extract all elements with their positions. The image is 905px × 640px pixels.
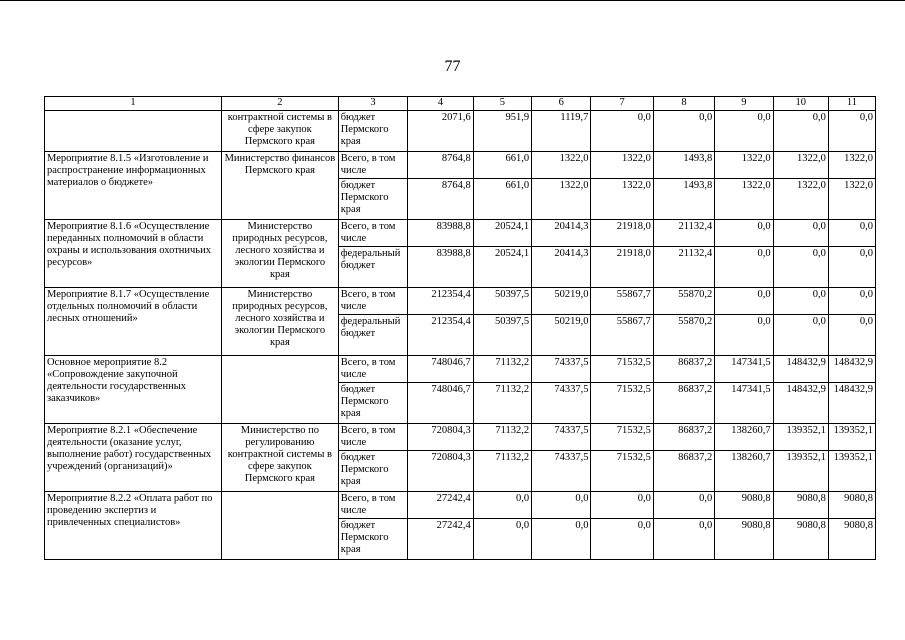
amount-cell: 139352,1 bbox=[828, 424, 875, 451]
amount-cell: 0,0 bbox=[828, 247, 875, 288]
amount-cell: 27242,4 bbox=[408, 519, 473, 560]
activity-name-cell: Мероприятие 8.1.6 «Осуществление переданных полномочий в области охраны и использования охотничьих ресурсов» bbox=[45, 220, 222, 288]
activity-name-cell: Мероприятие 8.1.7 «Осуществление отдельных полномочий в области лесных отношений» bbox=[45, 288, 222, 356]
column-header-10: 10 bbox=[773, 97, 828, 111]
amount-cell: 661,0 bbox=[473, 179, 531, 220]
table-row bbox=[45, 492, 876, 519]
amount-cell: 0,0 bbox=[653, 111, 714, 152]
table-row bbox=[45, 424, 876, 451]
amount-cell: 71132,2 bbox=[473, 383, 531, 424]
amount-cell: 2071,6 bbox=[408, 111, 473, 152]
amount-cell: 0,0 bbox=[828, 315, 875, 356]
amount-cell: 21132,4 bbox=[653, 220, 714, 247]
table-row bbox=[45, 220, 876, 247]
amount-cell: 1493,8 bbox=[653, 179, 714, 220]
executor-cell: Министерство финансов Пермского края bbox=[222, 152, 339, 220]
amount-cell: 720804,3 bbox=[408, 424, 473, 451]
funding-source-cell: бюджет Пермского края bbox=[338, 383, 408, 424]
executor-cell: контрактной системы в сфере закупок Пермского края bbox=[222, 111, 339, 152]
activity-name-cell: Основное мероприятие 8.2 «Сопровождение закупочной деятельности государственных заказчиков» bbox=[45, 356, 222, 424]
amount-cell: 20524,1 bbox=[473, 220, 531, 247]
amount-cell: 55867,7 bbox=[591, 288, 653, 315]
amount-cell: 86837,2 bbox=[653, 451, 714, 492]
amount-cell: 9080,8 bbox=[828, 519, 875, 560]
amount-cell: 50219,0 bbox=[532, 288, 591, 315]
funding-source-cell: бюджет Пермского края bbox=[338, 179, 408, 220]
executor-cell: Министерство по регулированию контрактной системы в сфере закупок Пермского края bbox=[222, 424, 339, 492]
funding-source-cell: бюджет Пермского края bbox=[338, 519, 408, 560]
amount-cell: 0,0 bbox=[715, 315, 773, 356]
amount-cell: 1493,8 bbox=[653, 152, 714, 179]
funding-source-cell: Всего, в том числе bbox=[338, 220, 408, 247]
column-header-4: 4 bbox=[408, 97, 473, 111]
amount-cell: 147341,5 bbox=[715, 383, 773, 424]
amount-cell: 21918,0 bbox=[591, 220, 653, 247]
amount-cell: 27242,4 bbox=[408, 492, 473, 519]
amount-cell: 50397,5 bbox=[473, 288, 531, 315]
amount-cell: 8764,8 bbox=[408, 152, 473, 179]
amount-cell: 139352,1 bbox=[773, 451, 828, 492]
table-body bbox=[45, 111, 876, 560]
executor-cell: Министерство природных ресурсов, лесного хозяйства и экологии Пермского края bbox=[222, 288, 339, 356]
column-header-5: 5 bbox=[473, 97, 531, 111]
amount-cell: 0,0 bbox=[715, 111, 773, 152]
funding-source-cell: бюджет Пермского края bbox=[338, 111, 408, 152]
table-row bbox=[45, 356, 876, 383]
amount-cell: 50397,5 bbox=[473, 315, 531, 356]
amount-cell: 86837,2 bbox=[653, 383, 714, 424]
amount-cell: 74337,5 bbox=[532, 451, 591, 492]
amount-cell: 148432,9 bbox=[828, 356, 875, 383]
amount-cell: 55867,7 bbox=[591, 315, 653, 356]
funding-source-cell: Всего, в том числе bbox=[338, 152, 408, 179]
amount-cell: 71532,5 bbox=[591, 424, 653, 451]
amount-cell: 71532,5 bbox=[591, 356, 653, 383]
page-number: 77 bbox=[444, 58, 461, 75]
column-header-9: 9 bbox=[715, 97, 773, 111]
column-header-3: 3 bbox=[338, 97, 408, 111]
amount-cell: 1322,0 bbox=[532, 179, 591, 220]
budget-table bbox=[44, 96, 876, 560]
amount-cell: 71132,2 bbox=[473, 356, 531, 383]
amount-cell: 9080,8 bbox=[715, 519, 773, 560]
amount-cell: 9080,8 bbox=[773, 492, 828, 519]
amount-cell: 0,0 bbox=[828, 111, 875, 152]
activity-name-cell bbox=[45, 111, 222, 152]
amount-cell: 1322,0 bbox=[715, 152, 773, 179]
amount-cell: 748046,7 bbox=[408, 383, 473, 424]
amount-cell: 8764,8 bbox=[408, 179, 473, 220]
amount-cell: 0,0 bbox=[591, 111, 653, 152]
amount-cell: 50219,0 bbox=[532, 315, 591, 356]
amount-cell: 20414,3 bbox=[532, 247, 591, 288]
amount-cell: 86837,2 bbox=[653, 424, 714, 451]
amount-cell: 0,0 bbox=[715, 220, 773, 247]
funding-source-cell: Всего, в том числе bbox=[338, 356, 408, 383]
amount-cell: 138260,7 bbox=[715, 451, 773, 492]
amount-cell: 0,0 bbox=[532, 492, 591, 519]
amount-cell: 147341,5 bbox=[715, 356, 773, 383]
amount-cell: 74337,5 bbox=[532, 424, 591, 451]
amount-cell: 1322,0 bbox=[773, 152, 828, 179]
amount-cell: 21132,4 bbox=[653, 247, 714, 288]
amount-cell: 0,0 bbox=[715, 247, 773, 288]
column-header-11: 11 bbox=[828, 97, 875, 111]
executor-cell bbox=[222, 356, 339, 424]
amount-cell: 1322,0 bbox=[532, 152, 591, 179]
amount-cell: 71132,2 bbox=[473, 451, 531, 492]
amount-cell: 20414,3 bbox=[532, 220, 591, 247]
amount-cell: 0,0 bbox=[653, 519, 714, 560]
executor-cell bbox=[222, 492, 339, 560]
amount-cell: 74337,5 bbox=[532, 356, 591, 383]
funding-source-cell: бюджет Пермского края bbox=[338, 451, 408, 492]
amount-cell: 139352,1 bbox=[773, 424, 828, 451]
activity-name-cell: Мероприятие 8.2.1 «Обеспечение деятельности (оказание услуг, выполнение работ) государственных учреждений (организаций)» bbox=[45, 424, 222, 492]
amount-cell: 9080,8 bbox=[715, 492, 773, 519]
top-border-line bbox=[0, 0, 905, 1]
funding-source-cell: федеральный бюджет bbox=[338, 247, 408, 288]
amount-cell: 86837,2 bbox=[653, 356, 714, 383]
column-header-2: 2 bbox=[222, 97, 339, 111]
amount-cell: 0,0 bbox=[715, 288, 773, 315]
funding-source-cell: Всего, в том числе bbox=[338, 492, 408, 519]
amount-cell: 0,0 bbox=[653, 492, 714, 519]
column-header-6: 6 bbox=[532, 97, 591, 111]
amount-cell: 20524,1 bbox=[473, 247, 531, 288]
amount-cell: 748046,7 bbox=[408, 356, 473, 383]
executor-cell: Министерство природных ресурсов, лесного хозяйства и экологии Пермского края bbox=[222, 220, 339, 288]
funding-source-cell: Всего, в том числе bbox=[338, 288, 408, 315]
amount-cell: 0,0 bbox=[773, 247, 828, 288]
amount-cell: 0,0 bbox=[773, 220, 828, 247]
amount-cell: 148432,9 bbox=[773, 356, 828, 383]
amount-cell: 0,0 bbox=[591, 492, 653, 519]
activity-name-cell: Мероприятие 8.2.2 «Оплата работ по проведению экспертиз и привлеченных специалистов» bbox=[45, 492, 222, 560]
amount-cell: 1322,0 bbox=[828, 179, 875, 220]
amount-cell: 1322,0 bbox=[591, 179, 653, 220]
amount-cell: 83988,8 bbox=[408, 220, 473, 247]
amount-cell: 0,0 bbox=[773, 288, 828, 315]
column-header-7: 7 bbox=[591, 97, 653, 111]
amount-cell: 83988,8 bbox=[408, 247, 473, 288]
column-header-8: 8 bbox=[653, 97, 714, 111]
amount-cell: 0,0 bbox=[773, 315, 828, 356]
amount-cell: 0,0 bbox=[532, 519, 591, 560]
funding-source-cell: федеральный бюджет bbox=[338, 315, 408, 356]
amount-cell: 0,0 bbox=[773, 111, 828, 152]
column-header-1: 1 bbox=[45, 97, 222, 111]
amount-cell: 0,0 bbox=[591, 519, 653, 560]
table-row bbox=[45, 288, 876, 315]
amount-cell: 212354,4 bbox=[408, 288, 473, 315]
amount-cell: 74337,5 bbox=[532, 383, 591, 424]
amount-cell: 55870,2 bbox=[653, 315, 714, 356]
amount-cell: 1322,0 bbox=[715, 179, 773, 220]
amount-cell: 1322,0 bbox=[828, 152, 875, 179]
amount-cell: 71532,5 bbox=[591, 383, 653, 424]
amount-cell: 9080,8 bbox=[828, 492, 875, 519]
amount-cell: 21918,0 bbox=[591, 247, 653, 288]
table-row bbox=[45, 152, 876, 179]
amount-cell: 71532,5 bbox=[591, 451, 653, 492]
table-row bbox=[45, 111, 876, 152]
amount-cell: 720804,3 bbox=[408, 451, 473, 492]
amount-cell: 0,0 bbox=[828, 220, 875, 247]
amount-cell: 0,0 bbox=[473, 519, 531, 560]
amount-cell: 1322,0 bbox=[591, 152, 653, 179]
amount-cell: 661,0 bbox=[473, 152, 531, 179]
header-row bbox=[45, 97, 876, 111]
amount-cell: 0,0 bbox=[473, 492, 531, 519]
amount-cell: 71132,2 bbox=[473, 424, 531, 451]
amount-cell: 139352,1 bbox=[828, 451, 875, 492]
amount-cell: 951,9 bbox=[473, 111, 531, 152]
amount-cell: 1119,7 bbox=[532, 111, 591, 152]
amount-cell: 1322,0 bbox=[773, 179, 828, 220]
amount-cell: 212354,4 bbox=[408, 315, 473, 356]
amount-cell: 138260,7 bbox=[715, 424, 773, 451]
activity-name-cell: Мероприятие 8.1.5 «Изготовление и распространение информационных материалов о бюджете» bbox=[45, 152, 222, 220]
amount-cell: 55870,2 bbox=[653, 288, 714, 315]
amount-cell: 148432,9 bbox=[828, 383, 875, 424]
funding-source-cell: Всего, в том числе bbox=[338, 424, 408, 451]
amount-cell: 9080,8 bbox=[773, 519, 828, 560]
amount-cell: 0,0 bbox=[828, 288, 875, 315]
amount-cell: 148432,9 bbox=[773, 383, 828, 424]
